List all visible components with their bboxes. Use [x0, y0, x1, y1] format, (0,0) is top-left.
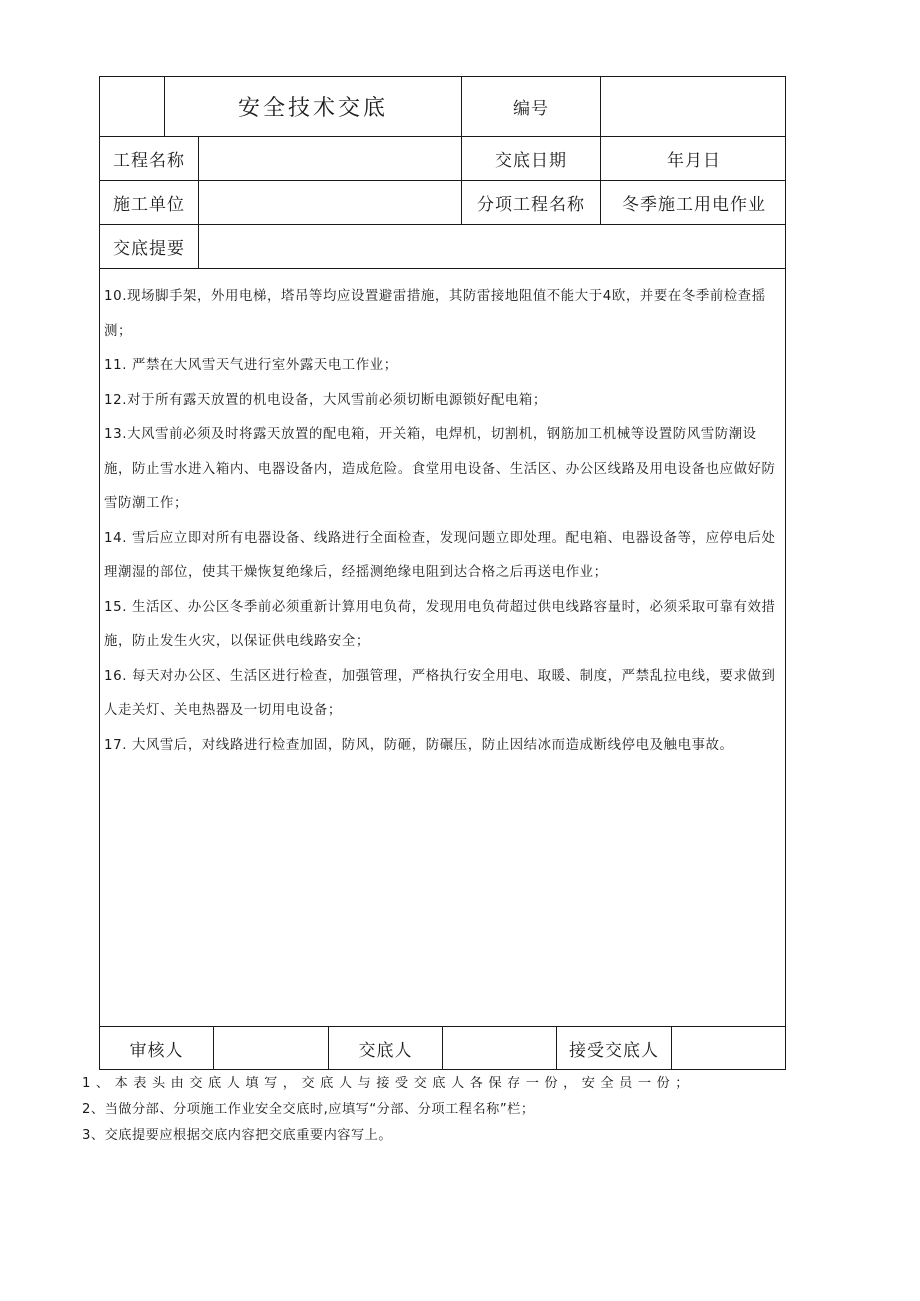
- footnotes: [82, 1071, 798, 1149]
- footnote-2: 2、当做分部、分项施工作业安全交底时,应填写“分部、分项工程名称”栏；: [82, 1102, 535, 1117]
- content-item-13: 13.大风雪前必须及时将露天放置的配电箱，开关箱，电焊机，切割机，钢筋加工机械等设置防风雪防潮设施，防止雪水进入箱内、电器设备内，造成危险。食堂用电设备、生活区、办公区线路及用电设备也应做好防雪防潮工作；: [104, 427, 776, 511]
- project-row: [100, 137, 785, 181]
- content-item-11: 11. 严禁在大风雪天气进行室外露天电工作业；: [104, 358, 398, 373]
- title-row: [100, 77, 785, 137]
- unit-field[interactable]: [199, 181, 462, 224]
- summary-row: [100, 225, 785, 269]
- reviewer-label: 审核人: [100, 1027, 214, 1070]
- summary-label: 交底提要: [100, 225, 199, 268]
- content-item-16: 16. 每天对办公区、生活区进行检查，加强管理，严格执行安全用电、取暖、制度，严禁乱拉电线，要求做到人走关灯、关电热器及一切用电设备；: [104, 668, 776, 718]
- subproject-field[interactable]: 冬季施工用电作业: [622, 195, 766, 215]
- reviewer-field[interactable]: [214, 1027, 329, 1070]
- blank-corner-cell: [100, 77, 165, 136]
- briefing-content: [100, 269, 785, 1026]
- content-item-12: 12.对于所有露天放置的机电设备，大风雪前必须切断电源锁好配电箱；: [104, 392, 547, 408]
- footnote-1: 1、本表头由交底人填写，交底人与接受交底人各保存一份，安全员一份；: [82, 1076, 694, 1091]
- content-item-17: 17. 大风雪后，对线路进行检查加固，防风，防砸，防碾压，防止因结冰而造成断线停电及触电事故。: [104, 737, 734, 753]
- project-name-field[interactable]: [199, 137, 462, 180]
- form-title: 安全技术交底: [165, 77, 462, 136]
- footnote-3: 3、交底提要应根据交底内容把交底重要内容写上。: [82, 1128, 393, 1143]
- signature-row: [100, 1026, 785, 1070]
- content-item-10: 10.现场脚手架，外用电梯，塔吊等均应设置避雷措施，其防雷接地阻值不能大于4欧，并要在冬季前检查摇测；: [104, 289, 766, 339]
- summary-field[interactable]: [199, 225, 787, 268]
- presenter-field[interactable]: [443, 1027, 557, 1070]
- number-field[interactable]: [601, 77, 787, 136]
- presenter-label: 交底人: [329, 1027, 443, 1070]
- unit-label: 施工单位: [100, 181, 199, 224]
- project-name-label: 工程名称: [100, 137, 199, 180]
- receiver-label: 接受交底人: [557, 1027, 672, 1070]
- number-label: 编号: [462, 77, 601, 136]
- unit-row: [100, 181, 785, 225]
- content-item-15: 15. 生活区、办公区冬季前必须重新计算用电负荷，发现用电负荷超过供电线路容量时，必须采取可靠有效措施，防止发生火灾，以保证供电线路安全；: [104, 599, 776, 649]
- receiver-field[interactable]: [672, 1027, 787, 1070]
- safety-briefing-form: [99, 76, 786, 1070]
- content-item-14: 14. 雪后应立即对所有电器设备、线路进行全面检查，发现问题立即处理。配电箱、电器设备等，应停电后处理潮湿的部位，使其干燥恢复绝缘后，经摇测绝缘电阻到达合格之后再送电作业；: [104, 530, 776, 580]
- subproject-label: 分项工程名称: [462, 181, 601, 224]
- date-label: 交底日期: [462, 137, 601, 180]
- date-field[interactable]: 年月日: [667, 151, 721, 171]
